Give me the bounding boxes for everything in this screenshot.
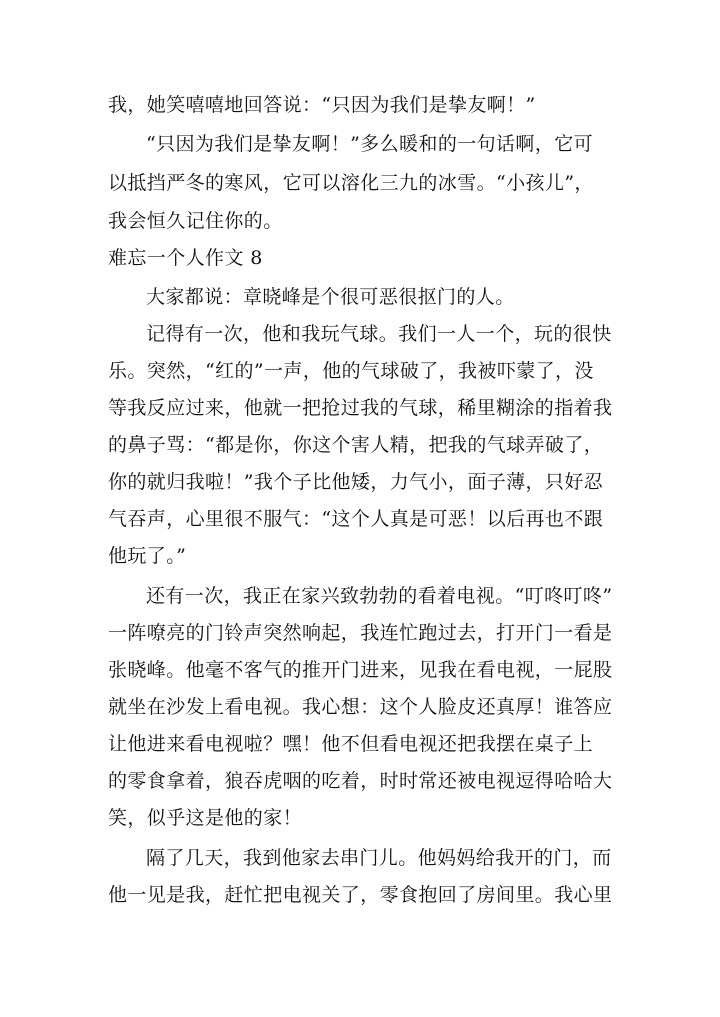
text-line: 就坐在沙发上看电视。我心想：这个人脸皮还真厚！谁答应 (108, 696, 613, 718)
text-line: 让他进来看电视啦？嘿！他不但看电视还把我摆在桌子上 (108, 733, 594, 755)
text-line: 我会恒久记住你的。 (108, 210, 283, 232)
text-line: “只因为我们是挚友啊！”多么暖和的一句话啊，它可 (146, 133, 594, 155)
text-line: 乐。突然，“红的”一声，他的气球破了，我被吓蒙了，没 (108, 360, 594, 382)
text-line: 记得有一次，他和我玩气球。我们一人一个，玩的很快 (146, 323, 612, 345)
text-line: 一阵嘹亮的门铃声突然响起，我连忙跑过去，打开门一看是 (108, 622, 613, 644)
text-line: 他玩了。” (108, 545, 187, 567)
text-line: 大家都说：章晓峰是个很可恶很抠门的人。 (146, 286, 515, 308)
text-line: 你的就归我啦！”我个子比他矮，力气小，面子薄，只好忍 (108, 471, 604, 493)
text-line: 气吞声，心里很不服气：“这个人真是可恶！以后再也不跟 (108, 508, 604, 530)
text-line: 笑，似乎这是他的家！ (108, 807, 303, 829)
section-heading: 难忘一个人作文 8 (108, 247, 263, 269)
text-line: 的零食拿着，狼吞虎咽的吃着，时时常还被电视逗得哈哈大 (108, 770, 613, 792)
text-line: 等我反应过来，他就一把抢过我的气球，稀里糊涂的指着我 (108, 397, 613, 419)
text-line: 他一见是我，赶忙把电视关了，零食抱回了房间里。我心里 (108, 884, 613, 906)
text-line: 的鼻子骂：“都是你，你这个害人精，把我的气球弄破了， (108, 434, 604, 456)
text-line: 以抵挡严冬的寒风，它可以溶化三九的冰雪。“小孩儿”， (108, 172, 594, 194)
text-line: 我，她笑嘻嘻地回答说：“只因为我们是挚友啊！” (108, 94, 536, 116)
text-line: 隔了几天，我到他家去串门儿。他妈妈给我开的门，而 (146, 847, 612, 869)
text-line: 还有一次，我正在家兴致勃勃的看着电视。“叮咚叮咚” (146, 585, 613, 607)
text-line: 张晓峰。他毫不客气的推开门进来，见我在看电视，一屁股 (108, 659, 613, 681)
